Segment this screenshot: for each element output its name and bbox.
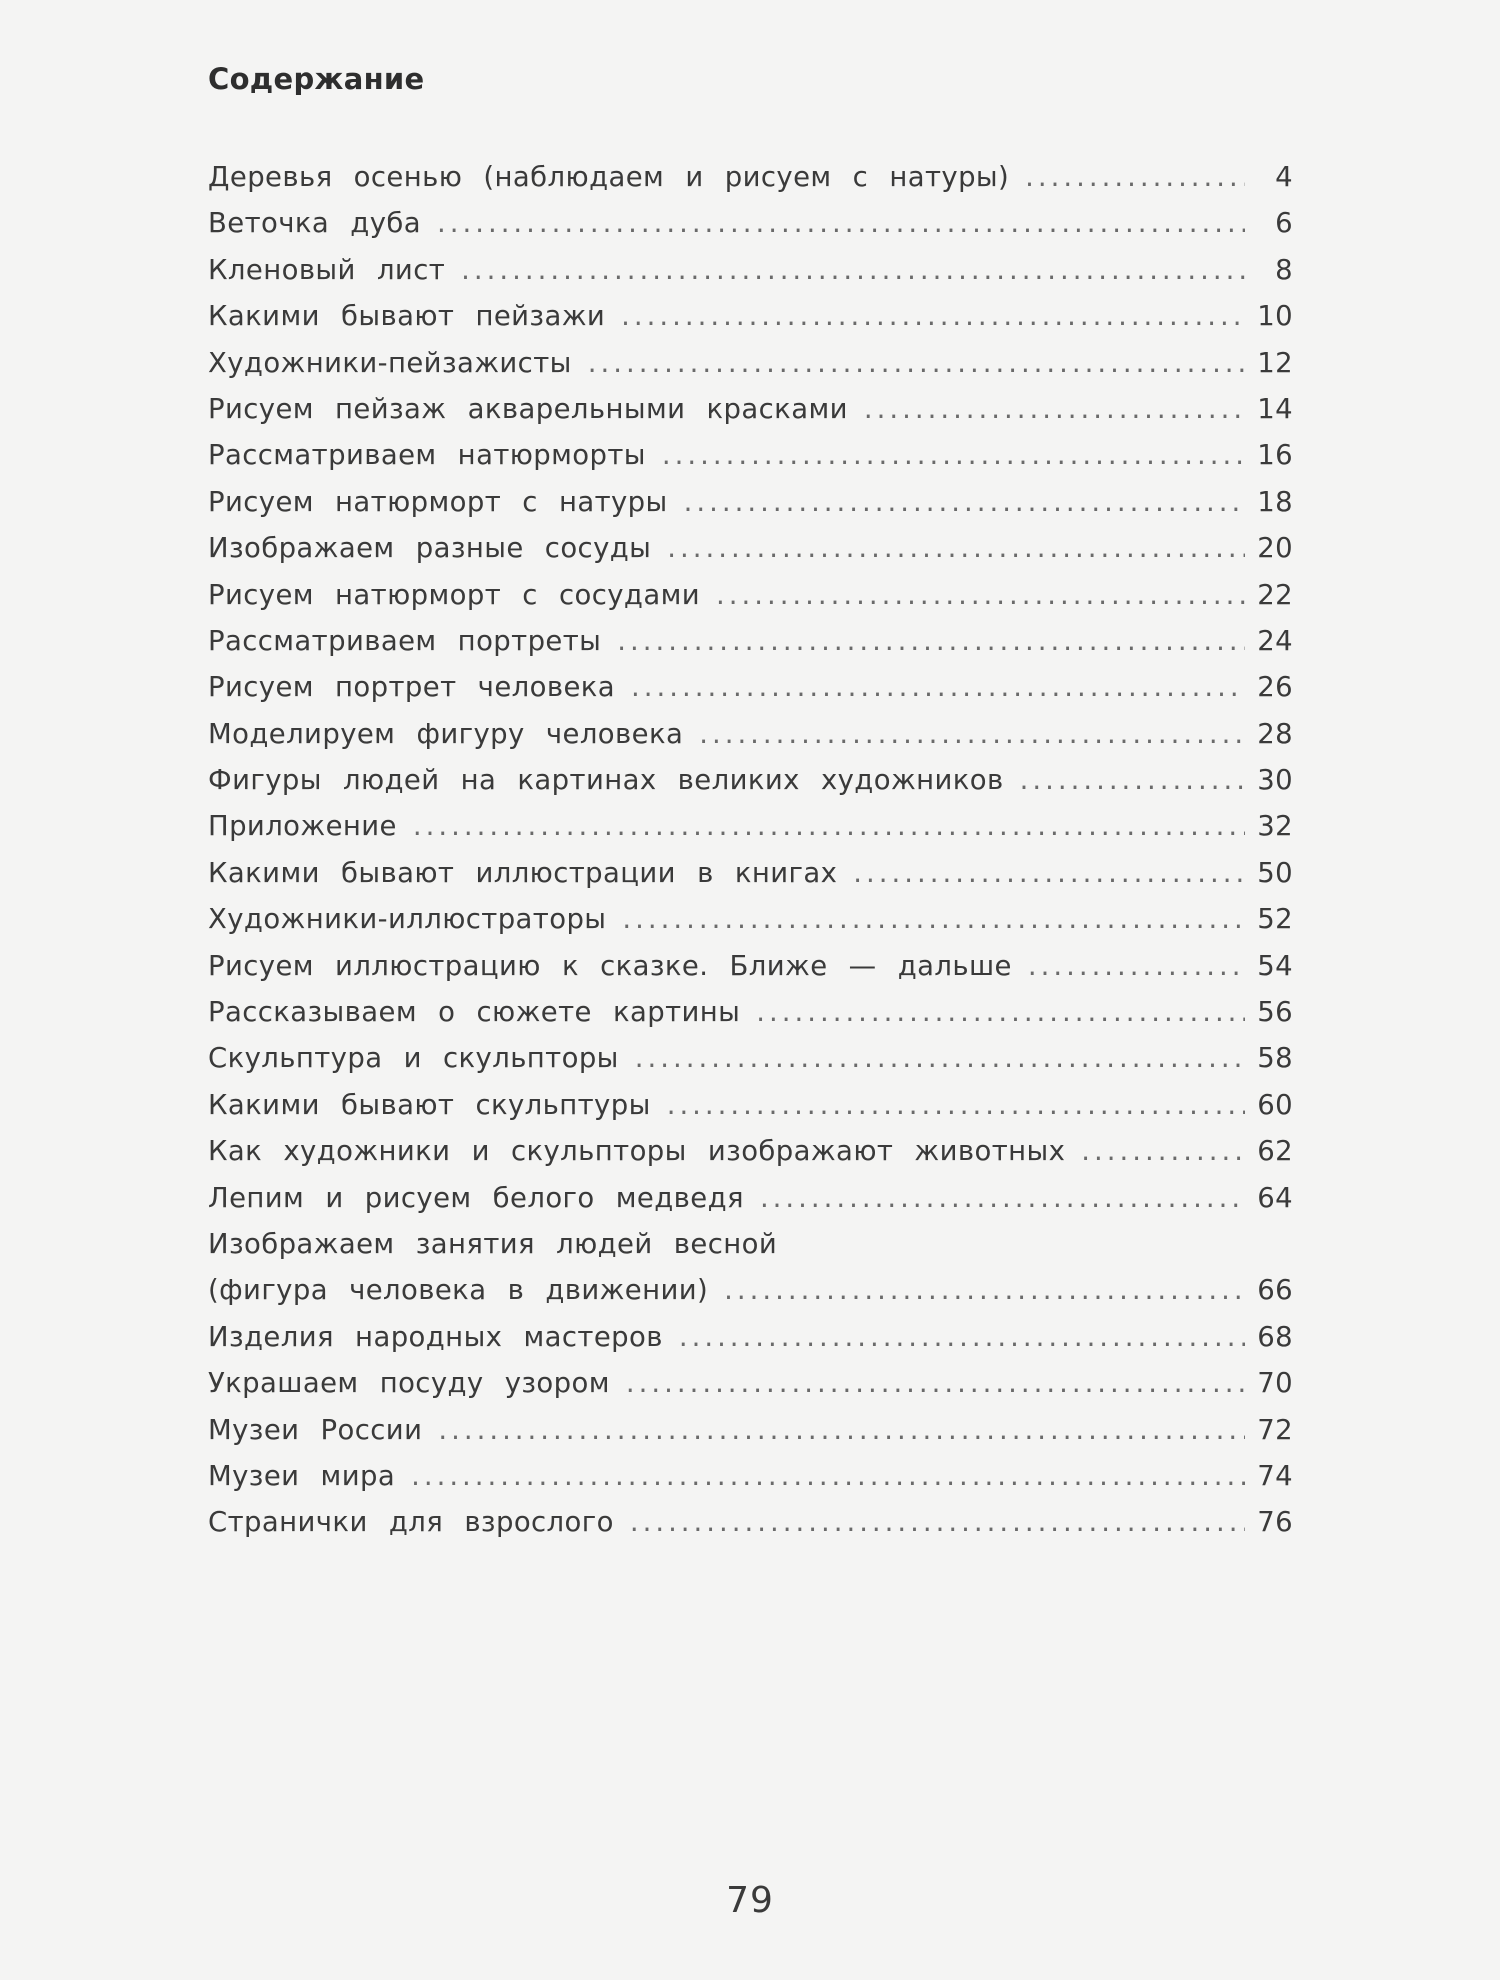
toc-entry-page: 26 [1257,671,1293,704]
dot-leader [437,200,1245,246]
dot-leader [635,1035,1245,1081]
toc-entry-title: Рисуем натюрморт с натуры [208,485,668,518]
toc-entry-title: Веточка дуба [208,207,421,240]
toc-entry-title: Какими бывают пейзажи [208,300,606,333]
dot-leader [411,1453,1245,1499]
toc-entry-title: Музеи мира [208,1459,396,1492]
toc-entry-title: Странички для взрослого [208,1506,614,1539]
toc-entry-page: 62 [1257,1135,1293,1168]
toc-entry-page: 32 [1257,810,1293,843]
toc-entry-title: Изображаем разные сосуды [208,532,652,565]
toc-entry-title: Рассказываем о сюжете картины [208,996,741,1029]
toc-entry-page: 24 [1257,624,1293,657]
toc-entry-page: 52 [1257,903,1293,936]
dot-leader [626,1360,1245,1406]
dot-leader [630,1499,1245,1545]
toc-entry-title: Фигуры людей на картинах великих художников [208,764,1004,797]
toc-entry-title: Кленовый лист [208,253,446,286]
dot-leader [413,803,1245,849]
toc-entry-page: 30 [1257,764,1293,797]
toc-entry-page: 54 [1257,949,1293,982]
toc-entry-title: Рисуем портрет человека [208,671,616,704]
toc-entry-page: 6 [1275,207,1293,240]
dot-leader [667,1082,1245,1128]
dot-leader [684,479,1245,525]
dot-leader [662,432,1245,478]
toc-entry-page: 4 [1275,161,1293,193]
toc-entry-title: Рисуем иллюстрацию к сказке. Ближе — дальше [208,949,1012,982]
dot-leader [588,340,1245,386]
dot-leader [1028,943,1245,989]
toc-entry-title: (фигура человека в движении) [208,1274,709,1307]
page-number: 79 [726,1880,774,1921]
toc-entry-title: Какими бывают иллюстрации в книгах [208,856,838,889]
toc-entry-page: 66 [1257,1274,1293,1307]
toc-list [208,154,1293,1546]
toc-entry-page: 20 [1257,532,1293,565]
toc-entry-page: 58 [1257,1042,1293,1075]
dot-leader [864,386,1245,432]
dot-leader [438,1407,1245,1453]
toc-entry-title: Художники-пейзажисты [208,346,572,379]
dot-leader [631,664,1245,710]
toc-entry-page: 18 [1257,485,1293,518]
dot-leader [617,618,1245,664]
toc-entry-title-line1: Изображаем занятия людей весной [208,1227,778,1260]
toc-entry-page: 14 [1257,392,1293,425]
toc-entry-title: Скульптура и скульпторы [208,1042,619,1075]
toc-entry-title: Какими бывают скульптуры [208,1088,651,1121]
toc-entry-title: Рассматриваем натюрморты [208,439,646,472]
toc-entry-page: 8 [1275,253,1293,286]
toc-entry-page: 76 [1257,1506,1293,1539]
toc-entry-page: 60 [1257,1088,1293,1121]
dot-leader [699,711,1245,757]
dot-leader [621,293,1245,339]
toc-entry-title: Художники-иллюстраторы [208,903,607,936]
toc-entry-page: 22 [1257,578,1293,611]
toc-entry-page: 50 [1257,856,1293,889]
dot-leader [1081,1128,1245,1174]
toc-entry-page: 72 [1257,1413,1293,1446]
toc-entry-title: Украшаем посуду узором [208,1367,610,1400]
toc-entry-page: 12 [1257,346,1293,379]
toc-entry-title: Рисуем пейзаж акварельными красками [208,392,848,425]
toc-entry-title: Как художники и скульпторы изображают животных [208,1135,1066,1168]
dot-leader [760,1175,1245,1221]
toc-entry-title: Лепим и рисуем белого медведя [208,1181,744,1214]
dot-leader [853,850,1245,896]
dot-leader [1025,154,1245,200]
toc-entry-title: Рисуем натюрморт с сосудами [208,578,700,611]
dot-leader [667,525,1245,571]
toc-entry-page: 68 [1257,1320,1293,1353]
toc-entry-page: 10 [1257,300,1293,333]
dot-leader [461,247,1245,293]
dot-leader [679,1314,1245,1360]
toc-entry-title: Деревья осенью (наблюдаем и рисуем с натуры) [208,161,1010,193]
toc-entry-title: Рассматриваем портреты [208,624,602,657]
toc-heading: Содержание [208,62,425,96]
dot-leader [622,896,1245,942]
toc-entry-page: 70 [1257,1367,1293,1400]
toc-entry-page: 16 [1257,439,1293,472]
dot-leader [724,1267,1245,1313]
toc-entry-title: Приложение [208,810,397,843]
toc-entry-page: 64 [1257,1181,1293,1214]
dot-leader [756,989,1245,1035]
toc-entry-page: 74 [1257,1459,1293,1492]
dot-leader [1020,757,1245,803]
dot-leader [716,572,1245,618]
toc-entry-page: 28 [1257,717,1293,750]
toc-entry-title: Моделируем фигуру человека [208,717,684,750]
toc-entry-title: Музеи России [208,1413,423,1446]
toc-entry-page: 56 [1257,996,1293,1029]
toc-entry-title: Изделия народных мастеров [208,1320,663,1353]
